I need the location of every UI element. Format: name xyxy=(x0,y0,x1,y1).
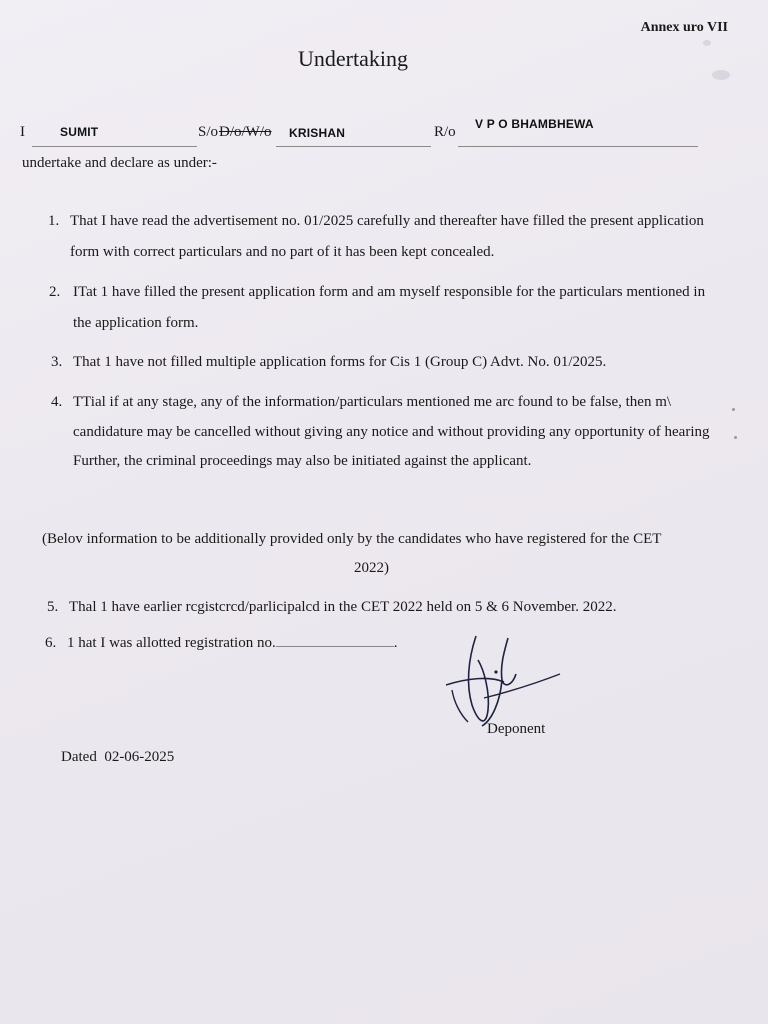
item-text: Thal 1 have earlier rcgistcrcd/parlicipalcd in the CET 2022 held on 5 & 6 November. 2022. xyxy=(69,599,617,615)
item-number: 2. xyxy=(49,284,61,300)
item-number: 4. xyxy=(51,394,63,410)
residence-label: R/o xyxy=(434,124,456,140)
residence-value: V P O BHAMBHEWA xyxy=(475,117,594,131)
paper-stain xyxy=(703,40,711,46)
note-line-1: (Belov information to be additionally provided only by the candidates who have registered for the CET xyxy=(42,531,662,547)
item-text: candidature may be cancelled without giving any notice and without providing any opportunity of hearing xyxy=(73,424,710,440)
declarant-line xyxy=(20,118,710,146)
item-number: 3. xyxy=(51,354,63,370)
item-text: Further, the criminal proceedings may also be initiated against the applicant. xyxy=(73,453,532,469)
registration-text: 1 hat I was allotted registration no. xyxy=(67,635,276,651)
item-text: That I have read the advertisement no. 01/2025 carefully and thereafter have filled the present application xyxy=(70,213,704,229)
item-text: ITat 1 have filled the present application form and am myself responsible for the particulars mentioned in xyxy=(73,284,706,300)
intro-text: undertake and declare as under:- xyxy=(22,155,217,171)
deponent-label: Deponent xyxy=(487,721,546,737)
paper-stain xyxy=(712,70,730,80)
item-number: 1. xyxy=(48,213,60,229)
paper-mark xyxy=(734,436,737,439)
declarant-name: SUMIT xyxy=(60,125,99,139)
item-number: 6. xyxy=(45,635,57,651)
note-line-2: 2022) xyxy=(354,560,389,576)
relation-label: S/o xyxy=(198,124,219,140)
registration-blank xyxy=(276,636,394,647)
dated-line: Dated 02-06-2025 xyxy=(61,749,175,765)
relation-struck: D/o/W/o xyxy=(219,124,272,140)
name-field-line xyxy=(32,130,197,147)
annex-label: Annex uro VII xyxy=(640,20,728,35)
item-number: 5. xyxy=(47,599,59,615)
item-text: TTial if at any stage, any of the information/particulars mentioned me arc found to be false, then m\ xyxy=(73,394,672,410)
page-title: Undertaking xyxy=(298,46,408,71)
item-text: That 1 have not filled multiple application forms for Cis 1 (Group C) Advt. No. 01/2025. xyxy=(73,354,607,370)
registration-suffix: . xyxy=(393,635,398,651)
residence-field-line xyxy=(458,130,698,147)
paper-mark xyxy=(732,408,735,411)
item-text: form with correct particulars and no part of it has been kept concealed. xyxy=(70,244,495,260)
father-name: KRISHAN xyxy=(289,126,346,140)
item-text: the application form. xyxy=(73,315,199,331)
item-text xyxy=(67,628,397,659)
declarant-prefix: I xyxy=(20,124,25,140)
